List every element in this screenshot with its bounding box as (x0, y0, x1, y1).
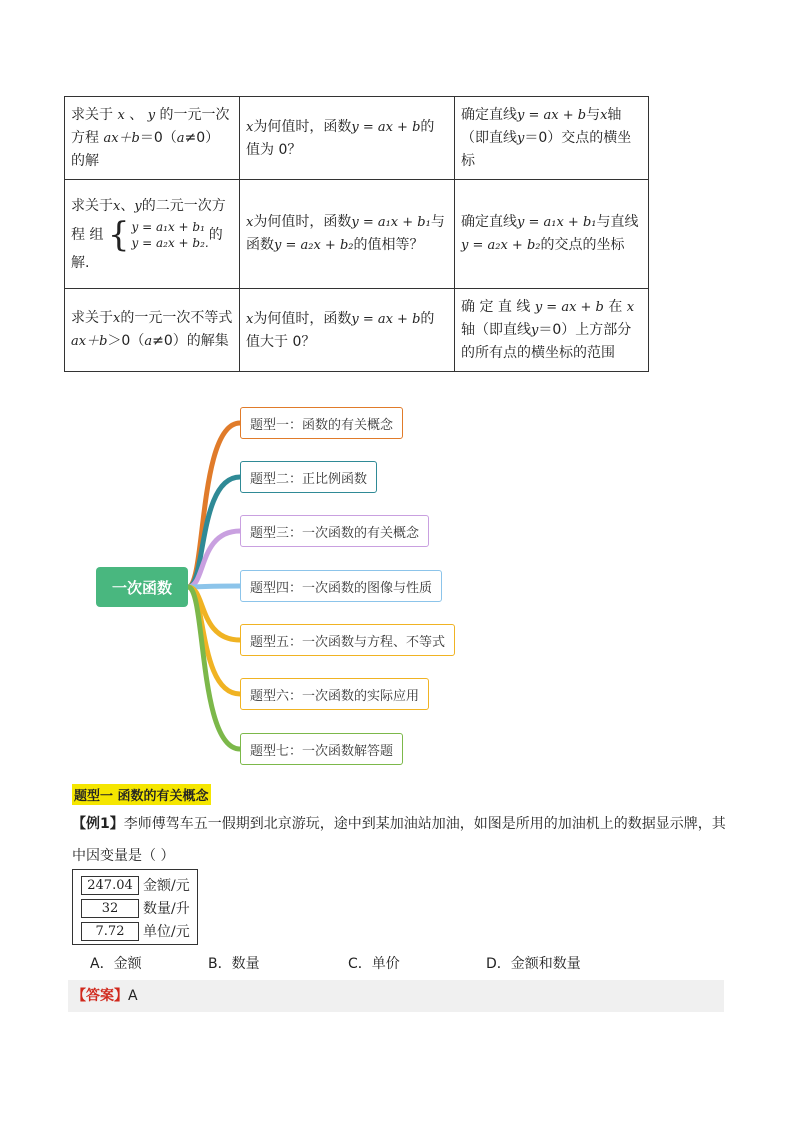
brace-icon: { (107, 214, 130, 255)
cell-text: 确 定 直 线 (461, 299, 531, 315)
math-var: x (600, 108, 608, 123)
fuel-display-board (72, 869, 198, 945)
math-var: x (113, 198, 121, 214)
option-c: C．单价 (348, 956, 400, 972)
cell-text: ＝0（ (139, 130, 177, 146)
display-label: 单位/元 (143, 924, 190, 940)
table-cell (455, 97, 649, 180)
display-label: 数量/升 (143, 901, 190, 917)
math-expr: y = ax + b (534, 300, 604, 315)
math-var: x (246, 311, 254, 327)
cell-text: 与直线 (596, 214, 639, 230)
display-value: 32 (81, 899, 139, 918)
math-var: x (626, 300, 635, 315)
table-cell (65, 97, 240, 180)
cell-text: 求关于 (71, 197, 113, 214)
option-d: D．金额和数量 (486, 956, 581, 972)
cell-text: 轴（即直线 (461, 107, 622, 146)
display-value: 247.04 (81, 876, 139, 895)
cell-text: 确定直线 (461, 107, 517, 123)
cell-text: 轴（即直线 (461, 322, 531, 338)
mind-map-node-6: 题型六：一次函数的实际应用 (240, 678, 429, 710)
mind-map-node-3: 题型三：一次函数的有关概念 (240, 515, 429, 547)
math-expr: ax＋b (103, 131, 140, 146)
cell-text: ≠0）的解 (71, 130, 220, 169)
table-cell (240, 97, 455, 180)
question-tag: 【例1】 (72, 816, 124, 832)
cell-text: 求关于 (71, 310, 113, 326)
cell-text: ＝0）上方部分的所有点的横坐标的范围 (461, 322, 632, 361)
cell-text: 的二元一次方 程 组 (71, 197, 226, 243)
display-row (81, 875, 190, 895)
cell-text: 的一元一次不等式 (120, 310, 233, 326)
math-var: a (176, 131, 185, 146)
table-cell (240, 289, 455, 372)
math-expr: y = ax + b (351, 311, 421, 327)
answer-value: A (128, 988, 138, 1004)
table-cell (65, 289, 240, 372)
math-expr: y = a₁x + b₁ (351, 215, 431, 230)
mind-map-node-1: 题型一：函数的有关概念 (240, 407, 403, 439)
equation-2: y = a₂x + b₂ (131, 235, 205, 250)
question-text: 李师傅驾车五一假期到北京游玩，途中到某加油站加油，如图是所用的加油机上的数据显示牌，其中因变量是（ ） (72, 816, 726, 864)
mind-map-node-7: 题型七：一次函数解答题 (240, 733, 403, 765)
equation-1: y = a₁x + b₁ (131, 219, 205, 234)
mind-map-node-4: 题型四：一次函数的图像与性质 (240, 570, 442, 602)
mind-map-node-5: 题型五：一次函数与方程、不等式 (240, 624, 455, 656)
cell-text: ＝0）交点的横坐标 (461, 130, 632, 169)
cell-text: . (204, 235, 209, 250)
answer-options (90, 953, 730, 977)
mind-map-branch (188, 586, 240, 587)
cell-text: 与 (586, 107, 601, 123)
math-var: x (246, 119, 254, 135)
display-row (81, 898, 190, 918)
table-row (65, 289, 649, 372)
math-var: x (117, 108, 125, 123)
cell-text: 的值大于 0？ (246, 310, 435, 350)
display-value: 7.72 (81, 922, 139, 941)
mind-map-root: 一次函数 (96, 567, 188, 607)
math-var: a (144, 334, 153, 349)
math-var: y (531, 323, 539, 338)
math-var: x (246, 215, 254, 230)
cell-text: 为何值时，函数 (253, 118, 352, 135)
cell-text: ＞0（ (107, 333, 145, 349)
table-row (65, 97, 649, 180)
math-expr: y = a₂x + b₂ (274, 238, 354, 253)
math-expr: y = ax + b (351, 119, 421, 135)
cell-text: 的一元一次方程 (71, 107, 230, 146)
cell-text: 确定直线 (461, 214, 517, 230)
table-cell (455, 289, 649, 372)
cell-text: 为何值时，函数 (253, 214, 352, 230)
table-cell (240, 180, 455, 289)
mind-map-node-2: 题型二：正比例函数 (240, 461, 377, 493)
comparison-table (64, 96, 649, 372)
display-label: 金额/元 (143, 878, 190, 894)
option-a: A．金额 (90, 956, 142, 972)
cell-text: 的交点的坐标 (540, 237, 625, 253)
question (72, 808, 732, 872)
option-b: B．数量 (208, 956, 260, 972)
table-row (65, 180, 649, 289)
equation-system (107, 214, 209, 255)
math-expr: y = ax + b (517, 108, 587, 123)
cell-text: 的值为 0？ (246, 118, 435, 158)
cell-text: 、 (120, 197, 135, 214)
cell-text: 与函数 (246, 214, 445, 253)
math-expr: ax＋b (71, 334, 108, 349)
math-expr: y = a₂x + b₂ (461, 238, 541, 253)
answer-tag: 【答案】 (72, 988, 128, 1004)
table-cell (65, 180, 240, 289)
math-var: x (113, 311, 121, 326)
cell-text: 为何值时，函数 (253, 310, 352, 327)
cell-text: 求关于 (71, 107, 113, 123)
math-var: y (517, 131, 525, 146)
cell-text: 在 (608, 299, 623, 315)
table-cell (455, 180, 649, 289)
mind-map (0, 395, 794, 775)
section-title: 题型一 函数的有关概念 (72, 784, 211, 805)
cell-text: 、 (129, 107, 144, 123)
display-row (81, 921, 190, 941)
math-var: y (134, 198, 142, 214)
answer-box (68, 980, 724, 1012)
math-var: y (147, 108, 156, 123)
cell-text: ≠0）的解集 (152, 333, 229, 349)
cell-text: 的值相等？ (353, 237, 424, 253)
math-expr: y = a₁x + b₁ (517, 215, 597, 230)
cell-text: 的解. (71, 226, 223, 271)
